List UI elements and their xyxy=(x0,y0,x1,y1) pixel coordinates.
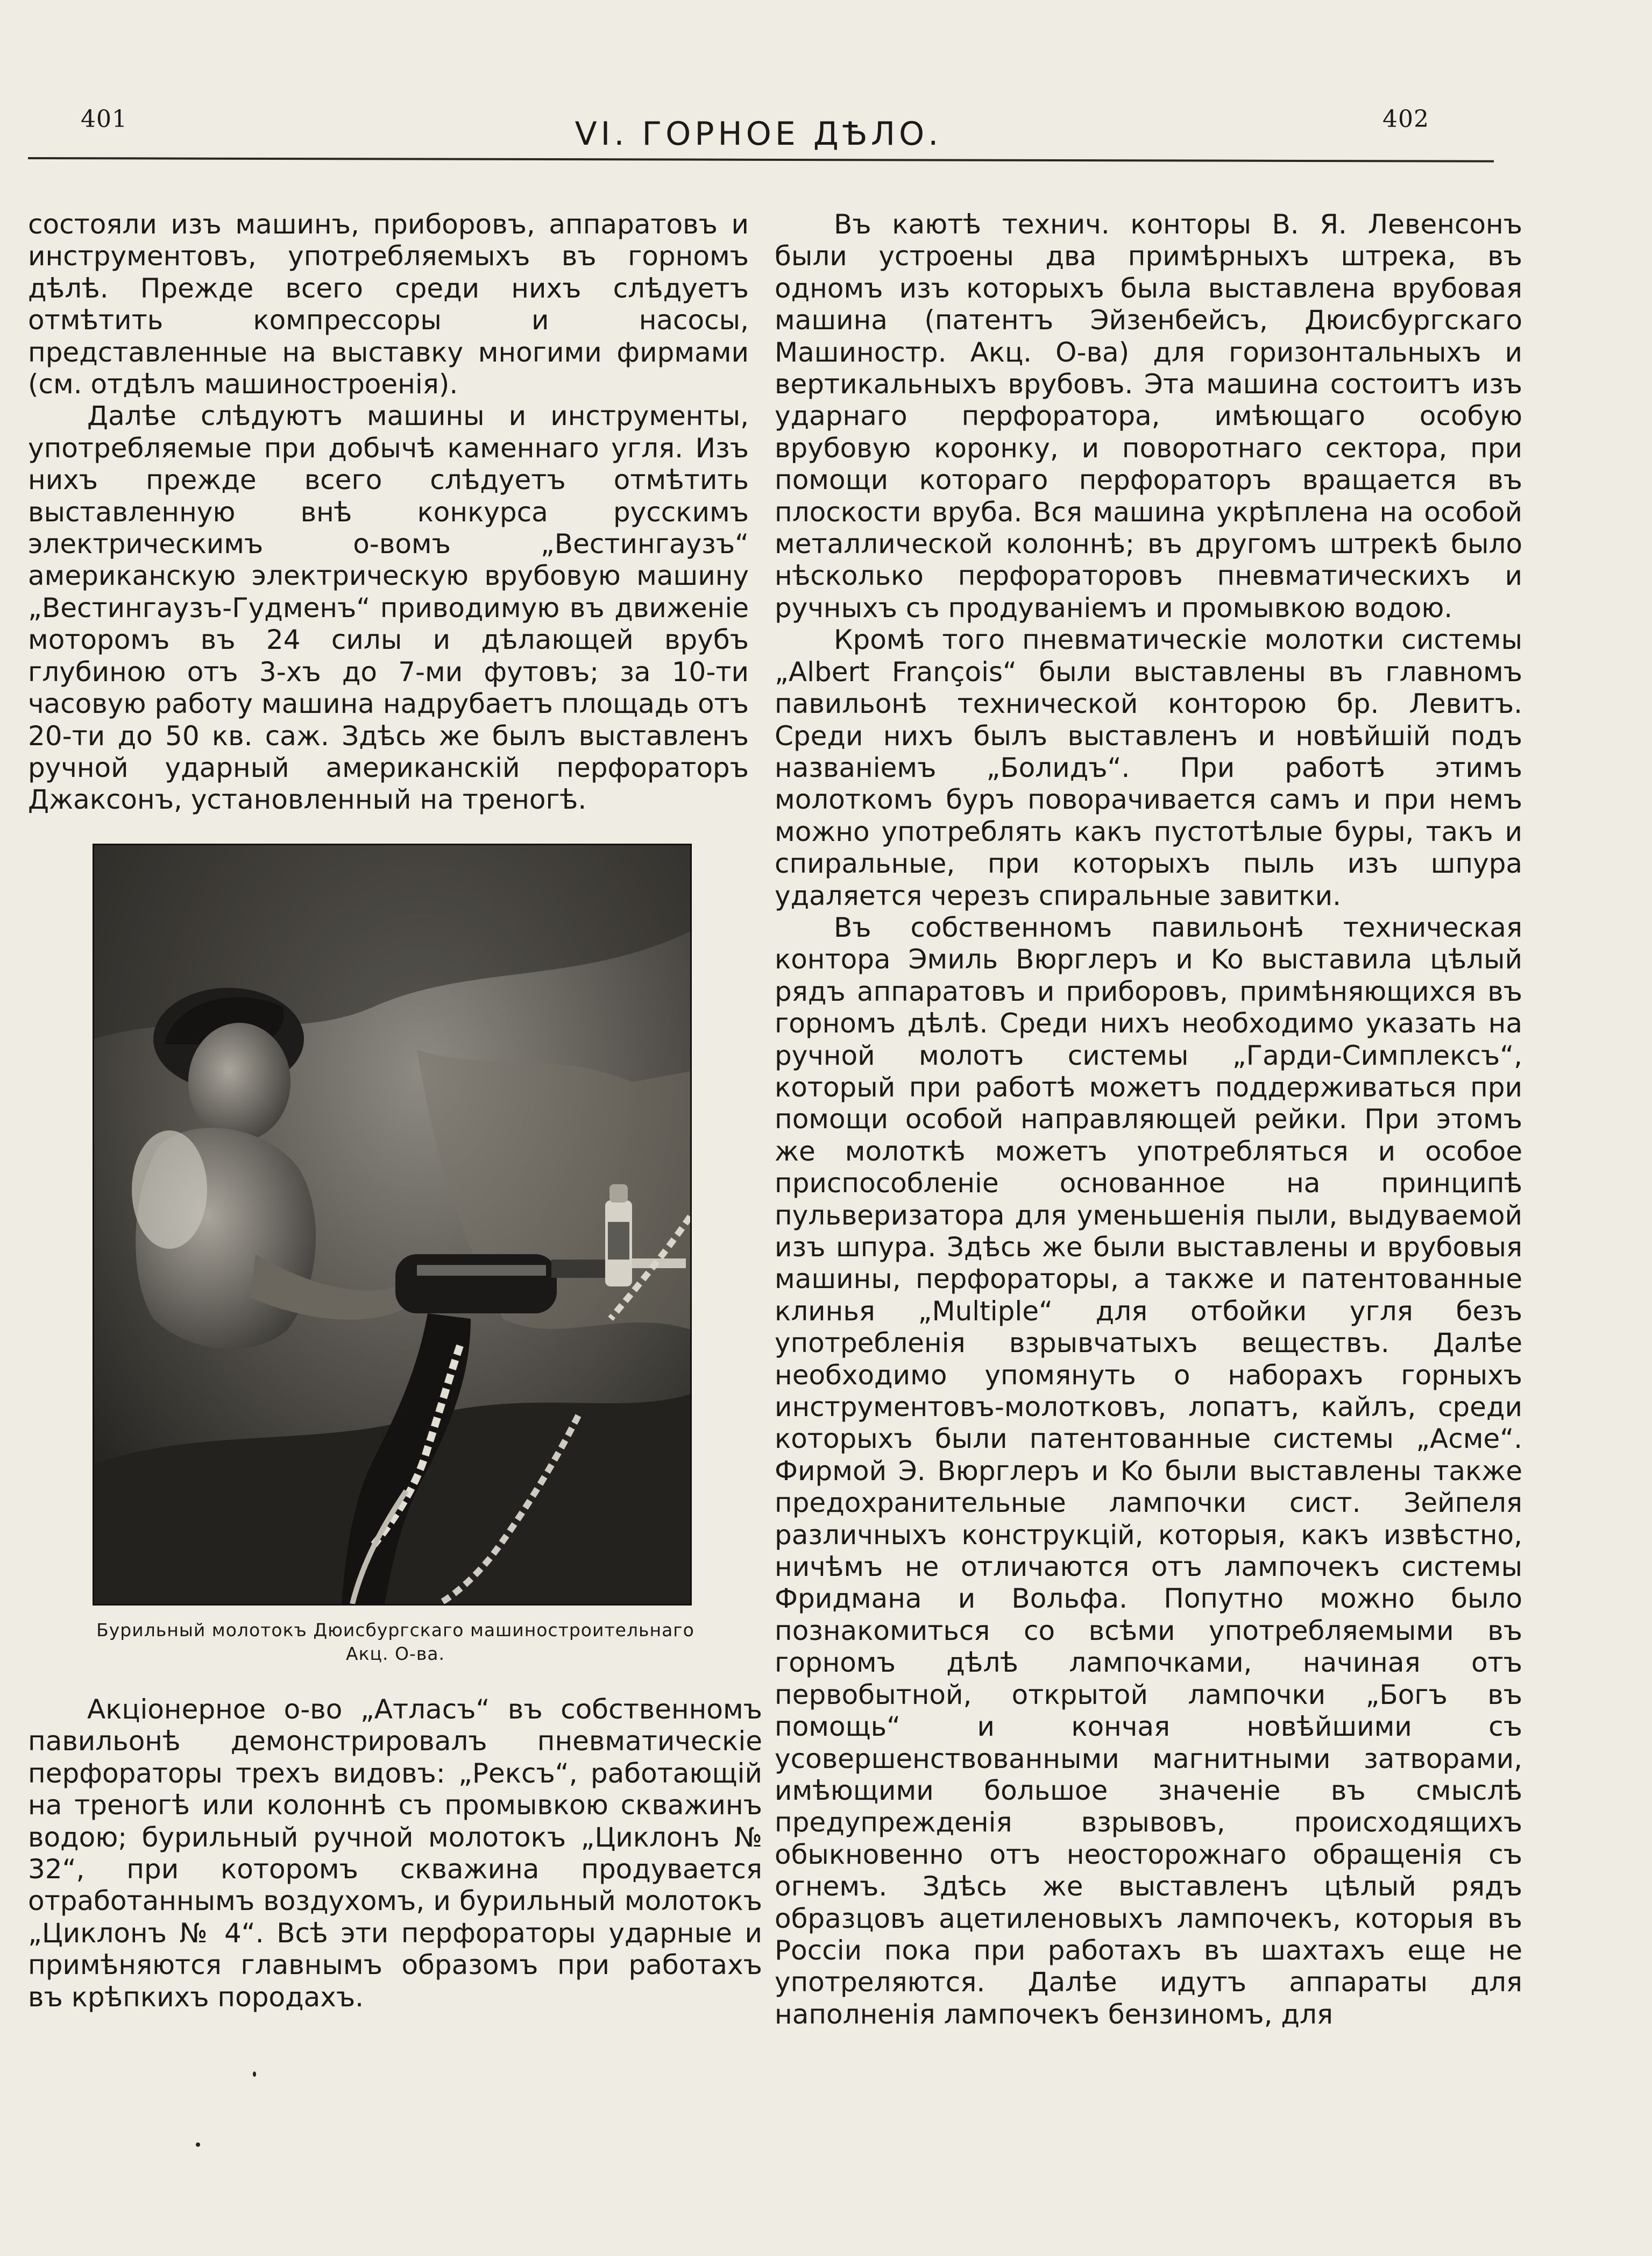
ink-speck xyxy=(196,2142,200,2147)
page-number-left: 401 xyxy=(81,105,127,133)
paragraph: состояли изъ машинъ, приборовъ, аппаратовъ и инструментовъ, употребляемыхъ въ горномъ дѣлѣ. Прежде всего среди нихъ слѣдуетъ отмѣтить компрессоры и насосы, представленные на выставку многими фирмами (см. отдѣлъ машиностроенія). xyxy=(28,209,749,400)
paragraph: Далѣе слѣдуютъ машины и инструменты, употребляемые при добычѣ каменнаго угля. Изъ нихъ прежде всего слѣдуетъ отмѣтить выставленную внѣ конкурса русскимъ электрическимъ о-вомъ „Вестингаузъ“ американскую электрическую врубовую машину „Вестингаузъ-Гудменъ“ приводимую въ движеніе моторомъ въ 24 силы и дѣлающей врубъ глубиною отъ 3-хъ до 7-ми футовъ; за 10-ти часовую работу машина надрубаетъ площадь отъ 20-ти до 50 кв. саж. Здѣсь же былъ выставленъ ручной ударный американскій перфораторъ Джаксонъ, установленный на треногѣ. xyxy=(28,400,749,816)
paragraph: Кромѣ того пневматическіе молотки системы „Albert François“ были выставлены въ главномъ павильонѣ технической конторою бр. Левитъ. Среди нихъ былъ выставленъ и новѣйшій подъ названіемъ „Болидъ“. При работѣ этимъ молоткомъ буръ поворачивается самъ и при немъ можно употреблять какъ пустотѣлые буры, такъ и спиральные, при которыхъ пыль изъ шпура удаляется черезъ спиральные завитки. xyxy=(775,624,1522,911)
header-rule xyxy=(28,157,1494,162)
figure-photo xyxy=(93,844,692,1606)
figure-caption: Бурильный молотокъ Дюисбургскаго машиностроительнаго Акц. О-ва. xyxy=(96,1619,694,1664)
page-number-right: 402 xyxy=(1382,105,1429,133)
right-column xyxy=(775,209,1522,2031)
ink-speck xyxy=(253,2071,256,2077)
running-head-title: VI. ГОРНОЕ ДѢЛО. xyxy=(575,115,942,153)
left-column-top xyxy=(28,209,749,816)
miner-drill-photo-icon xyxy=(94,845,690,1604)
left-column-bottom xyxy=(28,1694,762,2013)
paragraph: Въ собственномъ павильонѣ техническая контора Эмиль Вюрглеръ и Ko выставила цѣлый рядъ аппаратовъ и приборовъ, примѣняющихся въ горномъ дѣлѣ. Среди нихъ необходимо указать на ручной молотъ системы „Гарди-Симплексъ“, который при работѣ можетъ поддерживаться при помощи особой направляющей рейки. При этомъ же молоткѣ можетъ употребляться и особое приспособленіе основанное на принципѣ пульверизатора для уменьшенія пыли, выдуваемой изъ шпура. Здѣсь же были выставлены и врубовыя машины, перфораторы, а также и патентованные клинья „Multiple“ для отбойки угля безъ употребленія взрывчатыхъ веществъ. Далѣе необходимо упомянуть о наборахъ горныхъ инструментовъ-молотковъ, лопатъ, кайлъ, среди которыхъ были патентованные системы „Асме“. Фирмой Э. Вюрглеръ и Ko были выставлены также предохранительные лампочки сист. Зейпеля различныхъ конструкцій, которыя, какъ извѣстно, ничѣмъ не отличаются отъ лампочекъ системы Фридмана и Вольфа. Попутно можно было познакомиться со всѣми употребляемыми въ горномъ дѣлѣ лампочками, начиная отъ первобытной, открытой лампочки „Богъ въ помощь“ и кончая новѣйшими съ усовершенствованными магнитными затворами, имѣющими большое значеніе въ смыслѣ предупрежденія взрывовъ, происходящихъ обыкновенно отъ неосторожнаго обращенія съ огнемъ. Здѣсь же выставленъ цѣлый рядъ образцовъ ацетиленовыхъ лампочекъ, которыя въ Россіи пока при работахъ въ шахтахъ еще не употреляются. Далѣе идутъ аппараты для наполненія лампочекъ бензиномъ, для xyxy=(775,911,1522,2030)
paragraph: Въ каютѣ технич. конторы В. Я. Левенсонъ были устроены два примѣрныхъ штрека, въ одномъ изъ которыхъ была выставлена врубовая машина (патентъ Эйзенбейсъ, Дюисбургскаго Машиностр. Акц. О-ва) для горизонтальныхъ и вертикальныхъ врубовъ. Эта машина состоитъ изъ ударнаго перфоратора, имѣющаго особую врубовую коронку, и поворотнаго сектора, при помощи котораго перфораторъ вращается въ плоскости вруба. Вся машина укрѣплена на особой металлической колоннѣ; въ другомъ штрекѣ было нѣсколько перфораторовъ пневматическихъ и ручныхъ съ продуваніемъ и промывкою водою. xyxy=(775,209,1522,624)
paragraph: Акціонерное о-во „Атласъ“ въ собственномъ павильонѣ демонстрировалъ пневматическіе перфораторы трехъ видовъ: „Рексъ“, работающій на треногѣ или колоннѣ съ промывкою скважинъ водою; бурильный ручной молотокъ „Циклонъ № 32“, при которомъ скважина продувается отработаннымъ воздухомъ, и бурильный молотокъ „Циклонъ № 4“. Всѣ эти перфораторы ударные и примѣняются главнымъ образомъ при работахъ въ крѣпкихъ породахъ. xyxy=(28,1694,762,2013)
